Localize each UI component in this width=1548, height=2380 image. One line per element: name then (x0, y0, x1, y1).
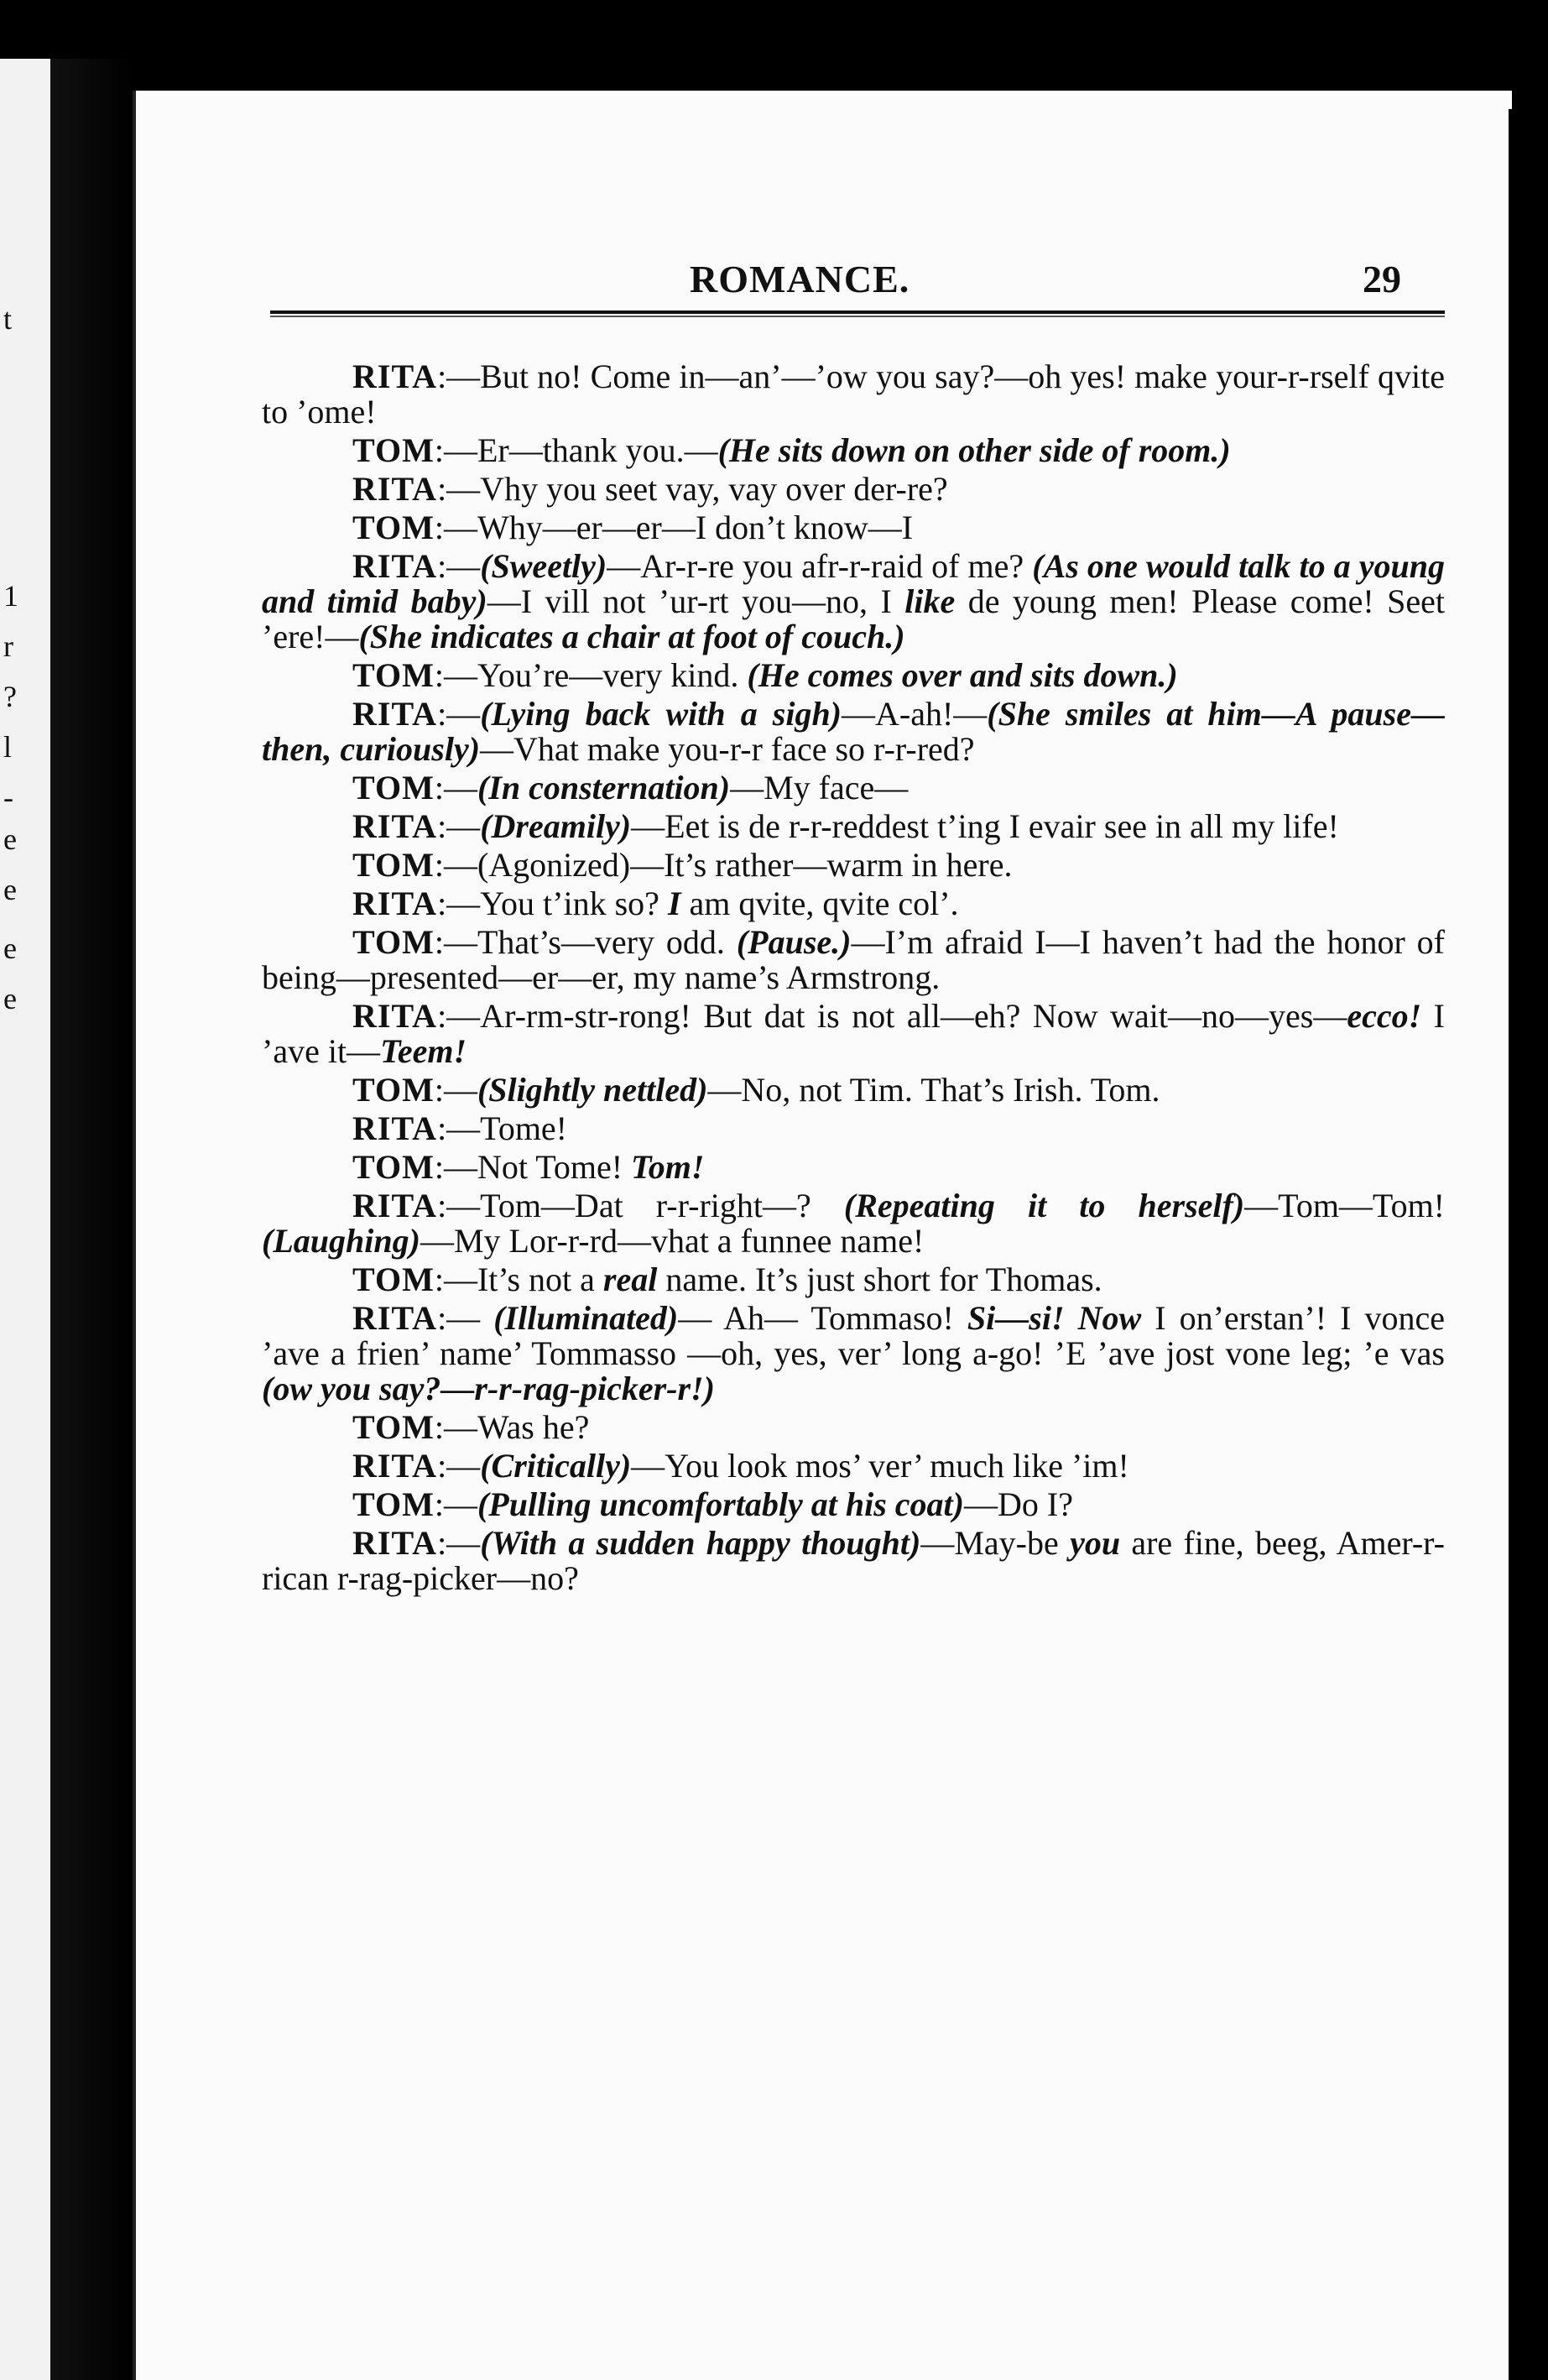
speaker-name: RITA (352, 807, 438, 845)
dialogue-paragraph (262, 510, 1445, 545)
stage-direction: ecco! (1347, 997, 1422, 1035)
page-running-title: ROMANCE. (690, 258, 910, 300)
header-rule (270, 311, 1445, 314)
stage-direction: (ow you say?—r-r-rag-picker-r!) (262, 1370, 715, 1407)
left-margin-fragment: - (3, 780, 13, 814)
speaker-name: TOM (352, 846, 435, 884)
left-margin-fragment: ? (3, 680, 17, 713)
left-margin-fragment: e (3, 822, 17, 856)
dialogue-paragraph (262, 1526, 1445, 1596)
dialogue-line: :— (437, 1299, 494, 1337)
dialogue-paragraph (262, 1448, 1445, 1484)
stage-direction: Tom! (631, 1148, 705, 1186)
dialogue-line: —My face— (730, 769, 909, 806)
dialogue-line: I ’ave it— (262, 997, 1445, 1070)
dialogue-paragraph (262, 1262, 1445, 1297)
dialogue-line: —Do I? (964, 1485, 1073, 1523)
dialogue-paragraph (262, 472, 1445, 507)
dialogue-line: de young men! Please come! Seet ’ere!— (262, 582, 1446, 655)
stage-direction: Teem! (380, 1032, 467, 1070)
speaker-name: TOM (352, 1071, 435, 1109)
dialogue-line: :—You’re—very kind. (434, 656, 748, 694)
dialogue-paragraph (262, 1410, 1445, 1445)
speaker-name: RITA (352, 1109, 438, 1147)
dialogue-line: :—Ar-rm-str-rong! But dat is not all—eh? Now wait—no—yes— (437, 997, 1347, 1035)
stage-direction: real (602, 1260, 658, 1298)
dialogue-paragraph (262, 1073, 1445, 1108)
dialogue-paragraph (262, 359, 1445, 430)
speaker-name: RITA (352, 1299, 438, 1337)
stage-direction: (He sits down on other side of room.) (717, 431, 1231, 469)
speaker-name: RITA (352, 470, 438, 508)
stage-direction: (Repeating it to herself) (843, 1187, 1245, 1224)
header-rule-thin (270, 316, 1445, 317)
stage-direction: you (1070, 1524, 1121, 1562)
left-margin-fragment: l (3, 730, 13, 764)
dialogue-line: :—But no! Come in—an’—’ow you say?—oh yes! make your-r-rself qvite to ’ome! (262, 358, 1445, 431)
speaker-name: RITA (352, 358, 438, 395)
dialogue-line: —No, not Tim. That’s Irish. Tom. (707, 1071, 1160, 1109)
stage-direction: (Pause.) (736, 923, 852, 961)
dialogue-line: :—(Agonized)—It’s rather—warm in here. (434, 846, 1013, 884)
dialogue-line: :—It’s not a (434, 1260, 603, 1298)
dialogue-line: :— (437, 547, 481, 585)
dialogue-line: —I vill not ’ur-rt you—no, I (487, 582, 905, 620)
speaker-name: RITA (352, 1447, 438, 1485)
speaker-name: RITA (352, 997, 438, 1035)
dialogue-paragraph (262, 925, 1445, 995)
stage-direction: I (667, 885, 681, 922)
dialogue-paragraph (262, 549, 1445, 655)
dialogue-paragraph (262, 848, 1445, 883)
stage-direction: (He comes over and sits down.) (747, 656, 1178, 694)
left-margin-fragment: e (3, 932, 17, 965)
speaker-name: RITA (352, 1524, 438, 1562)
dialogue-paragraph (262, 1150, 1445, 1185)
dialogue-line: :— (437, 807, 481, 845)
dialogue-line: :—Tom—Dat r-r-right—? (437, 1187, 844, 1224)
stage-direction: like (904, 582, 956, 620)
dialogue-line: am qvite, qvite col’. (680, 885, 959, 922)
dialogue-line: —Tom—Tom! (1244, 1187, 1445, 1224)
stage-direction: (Critically) (480, 1447, 632, 1485)
dialogue-paragraph (262, 770, 1445, 806)
stage-direction: (Illuminated) (493, 1299, 679, 1337)
dialogue-line: :—Vhy you seet vay, vay over der-re? (437, 470, 948, 508)
book-page (133, 91, 1512, 2380)
dialogue-line: :— (437, 695, 481, 733)
right-edge (1509, 109, 1548, 2380)
dialogue-line: :—Er—thank you.— (434, 431, 718, 469)
stage-direction: (Lying back with a sigh) (480, 695, 842, 733)
stage-direction: (In consternation) (477, 769, 731, 806)
stage-direction: (As one would talk to a young and timid baby) (262, 547, 1445, 620)
dialogue-paragraph (262, 999, 1445, 1069)
dialogue-line: name. It’s just short for Thomas. (657, 1260, 1102, 1298)
dialogue-line: :— (434, 1071, 477, 1109)
dialogue-line: I on’erstan’! I vonce ’ave a frien’ name’ Tommasso —oh, yes, ver’ long a-go! ’E ’ave jost vone leg; ’e vas (262, 1299, 1445, 1372)
stage-direction: (Laughing) (262, 1222, 420, 1260)
speaker-name: RITA (352, 1187, 438, 1224)
dialogue-line: —I’m afraid I—I haven’t had the honor of being—presented—er—er, my name’s Armstrong. (262, 923, 1445, 996)
dialogue-line: :— (434, 1485, 477, 1523)
stage-direction: (Slightly nettled) (477, 1071, 708, 1109)
dialogue-line: :—That’s—very odd. (434, 923, 737, 961)
dialogue-line: :—Tome! (437, 1109, 568, 1147)
speaker-name: TOM (352, 923, 435, 961)
speaker-name: TOM (352, 431, 435, 469)
dialogue-line: :— (434, 769, 477, 806)
dialogue-paragraph (262, 1301, 1445, 1407)
speaker-name: TOM (352, 656, 435, 694)
left-margin-fragment: 1 (3, 579, 18, 613)
dialogue-paragraph (262, 809, 1445, 844)
dialogue-paragraph (262, 433, 1445, 468)
dialogue-line: —Eet is de r-r-reddest t’ing I evair see in all my life! (631, 807, 1339, 845)
dialogue-paragraph (262, 1487, 1445, 1522)
speaker-name: TOM (352, 1485, 435, 1523)
dialogue-paragraph (262, 658, 1445, 693)
stage-direction: (Pulling uncomfortably at his coat) (477, 1485, 964, 1523)
left-margin-fragment: r (3, 629, 13, 663)
dialogue-paragraph (262, 886, 1445, 921)
speaker-name: TOM (352, 1260, 435, 1298)
stage-direction: (She smiles at him—A pause—then, curiously) (262, 695, 1445, 768)
left-margin-fragment: t (3, 302, 13, 336)
dialogue-line: :—Why—er—er—I don’t know—I (434, 509, 914, 546)
speaker-name: TOM (352, 1148, 435, 1186)
dialogue-paragraph (262, 1111, 1445, 1146)
dialogue-paragraph (262, 697, 1445, 767)
speaker-name: RITA (352, 547, 438, 585)
dialogue-line: :—You t’ink so? (437, 885, 668, 922)
stage-direction: (She indicates a chair at foot of couch.) (358, 618, 905, 655)
speaker-name: TOM (352, 769, 435, 806)
speaker-name: TOM (352, 509, 435, 546)
stage-direction: (With a sudden happy thought) (480, 1524, 921, 1562)
left-page-edge (0, 59, 50, 2380)
dialogue-line: —Vhat make you-r-r face so r-r-red? (480, 730, 975, 768)
dialogue-line: :—Not Tome! (434, 1148, 632, 1186)
dialogue-line: :— (437, 1447, 481, 1485)
page-number: 29 (1363, 258, 1401, 300)
dialogue-line: —May-be (920, 1524, 1071, 1562)
stage-direction: (Dreamily) (480, 807, 632, 845)
book-spine-shadow (50, 59, 133, 2380)
speaker-name: TOM (352, 1408, 435, 1446)
dialogue-line: —My Lor-r-rd—vhat a funnee name! (420, 1222, 925, 1260)
stage-direction: (Sweetly) (480, 547, 607, 585)
left-margin-fragment: e (3, 982, 17, 1015)
left-margin-fragment: e (3, 873, 17, 906)
dialogue-line: —Ar-r-re you afr-r-raid of me? (607, 547, 1033, 585)
dialogue-line: are fine, beeg, Amer-r-rican r-rag-picker—no? (262, 1524, 1445, 1597)
speaker-name: RITA (352, 695, 438, 733)
stage-direction: Si—si! Now (967, 1299, 1142, 1337)
speaker-name: RITA (352, 885, 438, 922)
dialogue-line: —A-ah!— (842, 695, 988, 733)
dialogue-line: :— (437, 1524, 481, 1562)
dialogue-line: — Ah— Tommaso! (678, 1299, 967, 1337)
dialogue-line: —You look mos’ ver’ much like ’im! (631, 1447, 1129, 1485)
dialogue-text (262, 359, 1445, 1600)
dialogue-line: :—Was he? (434, 1408, 590, 1446)
dialogue-paragraph (262, 1188, 1445, 1259)
